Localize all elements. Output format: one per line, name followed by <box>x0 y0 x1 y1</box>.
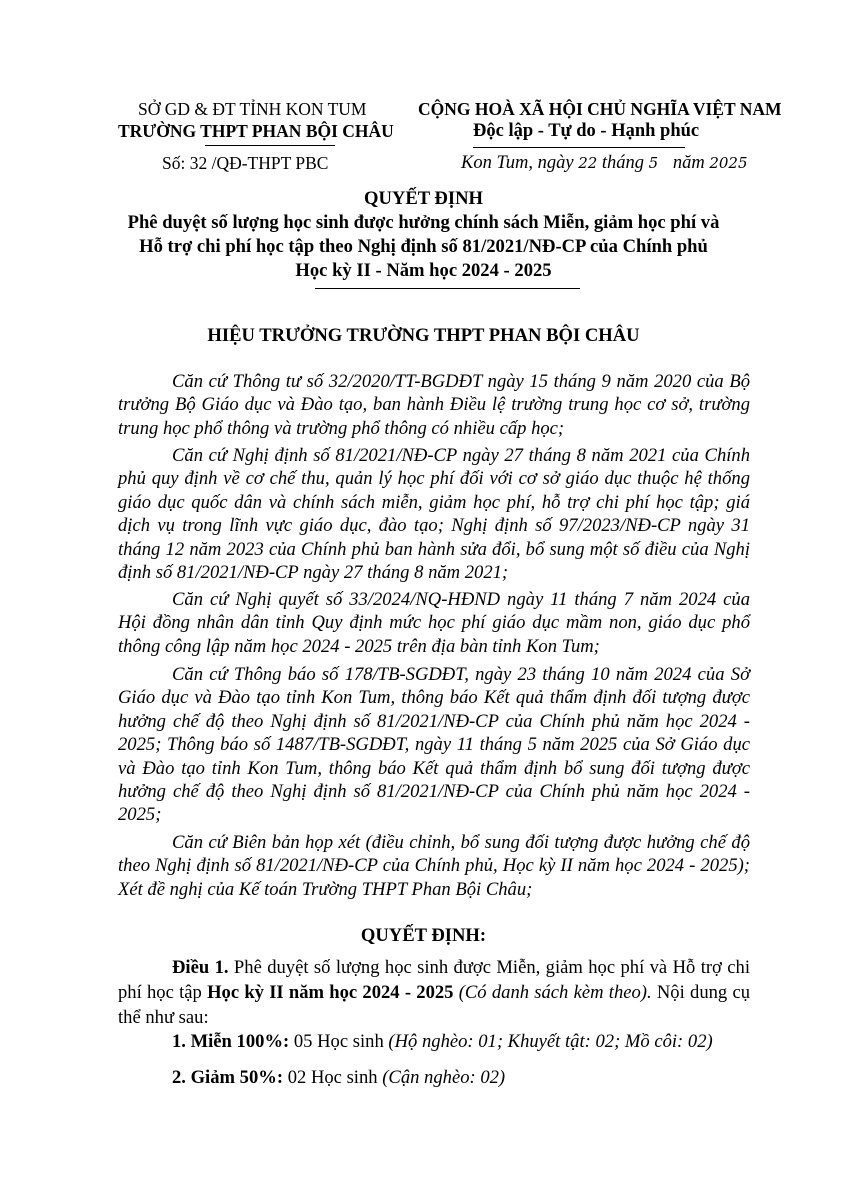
date-day: 22 <box>578 154 598 172</box>
national-motto: Độc lập - Tự do - Hạnh phúc <box>473 121 700 141</box>
reduction-label: 2. Giảm 50%: <box>172 1067 284 1088</box>
date-year: 2025 <box>709 154 748 172</box>
date-month-word: tháng <box>601 153 645 173</box>
article-1-label: Điều 1. <box>172 957 229 978</box>
date-line <box>461 153 748 174</box>
date-place: Kon Tum, ngày <box>461 153 574 173</box>
article-1-note: (Có danh sách kèm theo). <box>453 982 652 1003</box>
exemption-label: 1. Miễn 100%: <box>172 1031 290 1052</box>
reduction-count: 02 Học sinh <box>283 1067 383 1088</box>
legal-basis-3: Căn cứ Nghị quyết số 33/2024/NQ-HĐND ngày 11 tháng 7 năm 2024 của Hội đồng nhân dân tỉnh Quy định mức học phí giáo dục mầm non, giáo dục phổ thông công lập năm học 2024 - 2025 trên địa bàn tỉnh Kon Tum; <box>118 589 750 657</box>
school-name: TRƯỜNG THPT PHAN BỘI CHÂU <box>118 121 394 141</box>
decision-title: QUYẾT ĐỊNH <box>364 188 483 209</box>
article-1 <box>118 955 750 1030</box>
list-item-exemption <box>172 1031 713 1053</box>
legal-basis-2: Căn cứ Nghị định số 81/2021/NĐ-CP ngày 27 tháng 8 năm 2021 của Chính phủ quy định về cơ chế thu, quản lý học phí đối với cơ sở giáo dục thuộc hệ thống giáo dục quốc dân và chính sách miễn, giảm học phí, hỗ trợ chi phí học tập; giá dịch vụ trong lĩnh vực giáo dục, đào tạo; Nghị định số 97/2023/NĐ-CP ngày 31 tháng 12 năm 2023 của Chính phủ ban hành sửa đổi, bổ sung một số điều của Nghị định số 81/2021/NĐ-CP ngày 27 tháng 8 năm 2021; <box>118 445 750 584</box>
exemption-detail: (Hộ nghèo: 01; Khuyết tật: 02; Mồ côi: 02) <box>388 1031 713 1052</box>
date-month: 5 <box>648 154 659 172</box>
exemption-count: 05 Học sinh <box>289 1031 389 1052</box>
decision-subject-line3: Học kỳ II - Năm học 2024 - 2025 <box>295 260 552 281</box>
national-title: CỘNG HOÀ XÃ HỘI CHỦ NGHĨA VIỆT NAM <box>418 99 782 119</box>
motto-underline <box>473 147 685 148</box>
decision-subject-line1: Phê duyệt số lượng học sinh được hưởng chính sách Miễn, giảm học phí và <box>127 212 720 233</box>
document-number: Số: 32 /QĐ-THPT PBC <box>162 153 329 173</box>
agency-name: SỞ GD & ĐT TỈNH KON TUM <box>138 99 367 119</box>
article-1-period: Học kỳ II năm học 2024 - 2025 <box>207 982 454 1003</box>
legal-basis-5: Căn cứ Biên bản họp xét (điều chỉnh, bổ sung đối tượng được hưởng chế độ theo Nghị định số 81/2021/NĐ-CP của Chính phủ, Học kỳ II năm học 2024 - 2025); Xét đề nghị của Kế toán Trường THPT Phan Bội Châu; <box>118 832 750 900</box>
decision-subject-line2: Hỗ trợ chi phí học tập theo Nghị định số 81/2021/NĐ-CP của Chính phủ <box>139 236 708 257</box>
legal-basis-1: Căn cứ Thông tư số 32/2020/TT-BGDĐT ngày 15 tháng 9 năm 2020 của Bộ trưởng Bộ Giáo dục và Đào tạo, ban hành Điều lệ trường trung học cơ sở, trường trung học phổ thông và trường phổ thông có nhiều cấp học; <box>118 371 750 439</box>
date-year-word: năm <box>672 153 705 173</box>
title-underline <box>315 288 580 289</box>
article-1-text: Phê duyệt số lượng học sinh được Miễn, giảm học phí và Hỗ trợ chi phí học tập <box>118 957 751 1003</box>
decision-heading: QUYẾT ĐỊNH: <box>360 925 487 946</box>
issuing-authority: HIỆU TRƯỞNG TRƯỜNG THPT PHAN BỘI CHÂU <box>207 325 640 346</box>
legal-basis-4: Căn cứ Thông báo số 178/TB-SGDĐT, ngày 23 tháng 10 năm 2024 của Sở Giáo dục và Đào tạo tỉnh Kon Tum, thông báo Kết quả thẩm định đối tượng được hưởng chế độ theo Nghị định số 81/2021/NĐ-CP của Chính phủ năm học 2024 - 2025; Thông báo số 1487/TB-SGDĐT, ngày 11 tháng 5 năm 2025 của Sở Giáo dục và Đào tạo tỉnh Kon Tum, thông báo Kết quả thẩm định bổ sung đối tượng được hưởng chế độ theo Nghị định số 81/2021/NĐ-CP của Chính phủ năm học 2024 - 2025; <box>118 664 750 826</box>
article-1-text-end: Nội dung cụ thể như sau: <box>118 982 750 1028</box>
reduction-detail: (Cận nghèo: 02) <box>382 1067 506 1088</box>
list-item-reduction <box>172 1067 505 1089</box>
school-underline <box>205 145 335 146</box>
